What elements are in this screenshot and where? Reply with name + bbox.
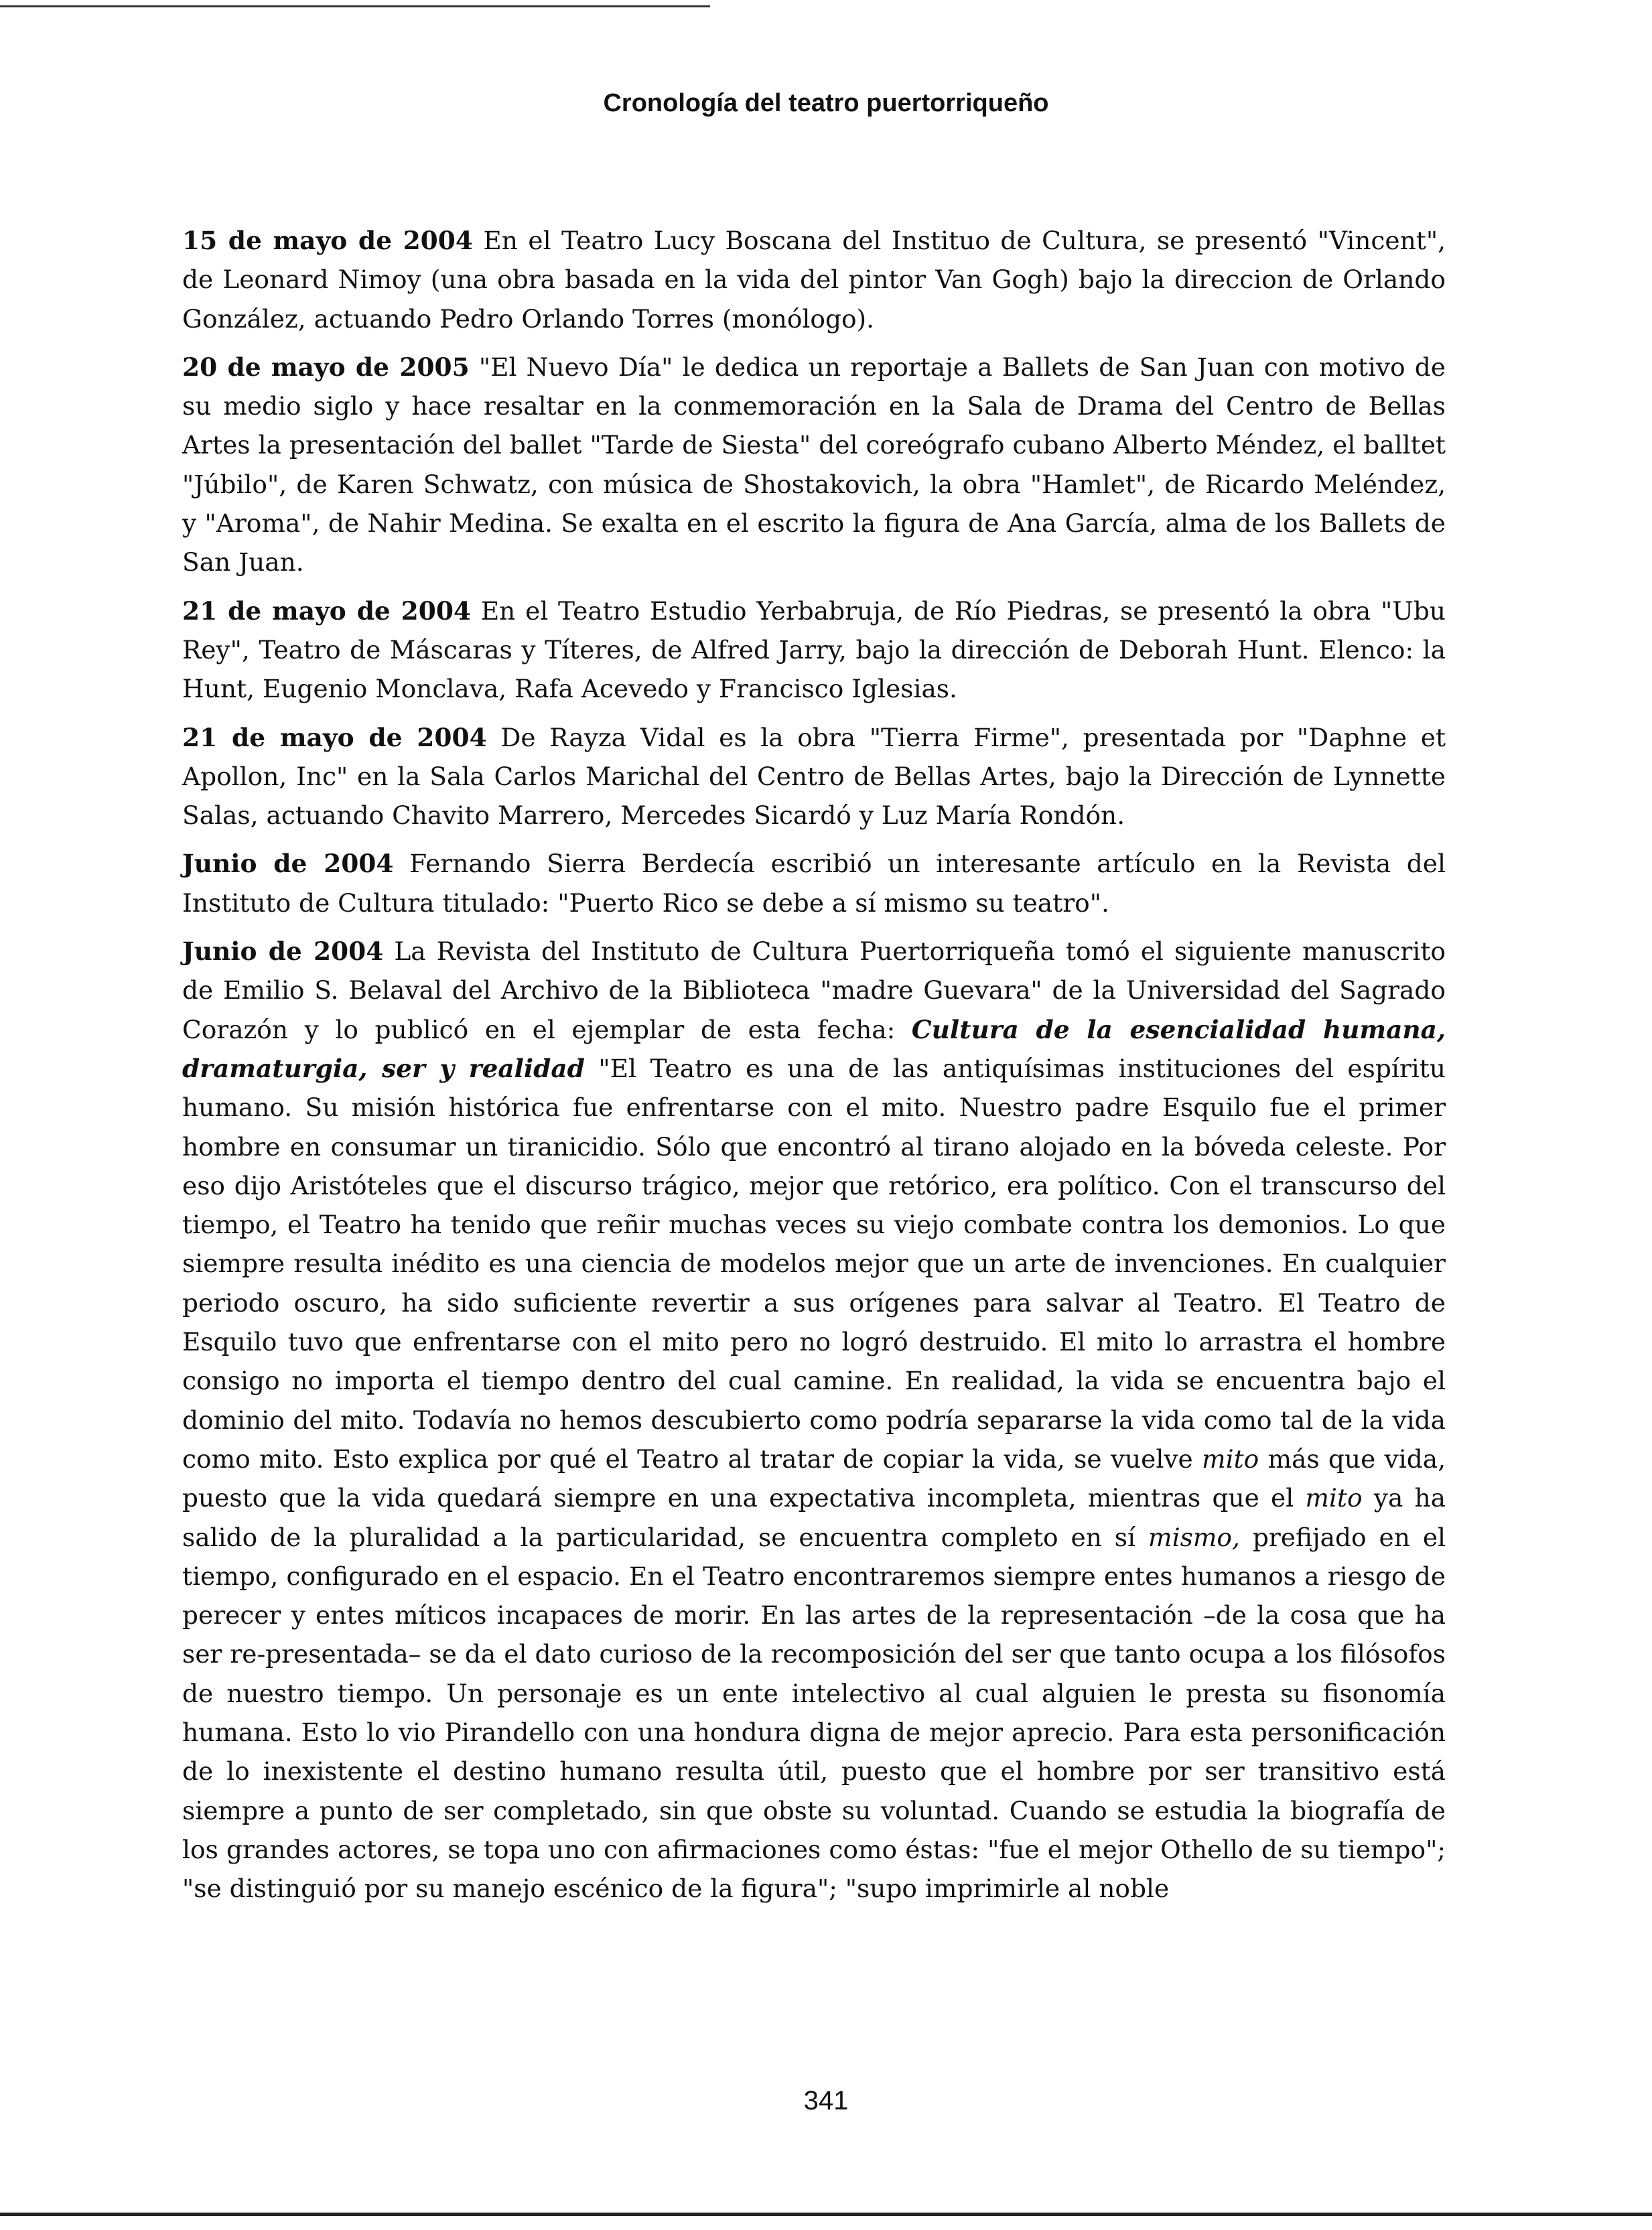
quote-text: "El Teatro es una de las antiquísimas instituciones del espíritu humano. Su misión histórica fue enfrentarse con el mito. Nuestro padre Esquilo fue el primer hombre en consumar un tiranicidio. Sólo que encontró al tirano alojado en la bóveda celeste. Por eso dijo Aristóteles que el discurso trágico, mejor que retórico, era político. Con el transcurso del tiempo, el Teatro ha tenido que reñir muchas veces su viejo combate contra los demonios. Lo que siempre resulta inédito es una ciencia de modelos mejor que un arte de invenciones. En cualquier periodo oscuro, ha sido suficiente revertir a sus orígenes para salvar al Teatro. El Teatro de Esquilo tuvo que enfrentarse con el mito pero no logró destruido. El mito lo arrastra el hombre consigo no importa el tiempo dentro del cual camine. En realidad, la vida se encuentra bajo el dominio del mito. Todavía no hemos descubierto como podría separarse la vida como tal de la vida como mito. Esto explica por qué el Teatro al tratar de copiar la vida, se vuelve: [182, 1053, 1446, 1474]
italic-term: mito: [1305, 1483, 1363, 1513]
quote-text: más que vida, puesto que la vida quedará siempre en una expectativa incompleta, mientras que el: [182, 1444, 1446, 1513]
quote-text: prefijado en el tiempo, configurado en el espacio. En el Teatro encontraremos siempre entes humanos a riesgo de perecer y entes míticos incapaces de morir. En las artes de la representación –de la cosa que ha ser re-presentada– se da el dato curioso de la recomposición del ser que tanto ocupa a los filósofos de nuestro tiempo. Un personaje es un ente intelectivo al cual alguien le presta su fisonomía humana. Esto lo vio Pirandello con una hondura digna de mejor aprecio. Para esta personificación de lo inexistente el destino humano resulta útil, puesto que el hombre por ser transitivo está siempre a punto de ser completado, sin que obste su voluntad. Cuando se estudia la biografía de los grandes actores, se topa uno con afirmaciones como éstas: "fue el mejor Othello de su tiempo"; "se distinguió por su manejo escénico de la figura"; "supo imprimirle al noble: [182, 1522, 1446, 1904]
bottom-rule: [0, 2213, 1652, 2216]
italic-term: mito: [1202, 1444, 1259, 1474]
page-body: [182, 221, 1446, 1917]
entry-text: Fernando Sierra Berdecía escribió un interesante artículo en la Revista del Instituto de Cultura titulado: "Puerto Rico se debe a sí mismo su teatro".: [182, 849, 1446, 918]
entry-intro: La Revista del Instituto de Cultura Puertorriqueña tomó el siguiente manuscrito de Emilio S. Belaval del Archivo de la Biblioteca "madre Guevara" de la Universidad del Sagrado Corazón y lo publicó en el ejemplar de esta fecha:: [182, 936, 1446, 1044]
entry-date: 21 de mayo de 2004: [182, 596, 472, 626]
entry-date: 21 de mayo de 2004: [182, 722, 487, 752]
article-title: Cultura de la esencialidad humana, dramaturgia, ser y realidad: [182, 1014, 1446, 1083]
chronology-entry: [182, 221, 1446, 338]
chronology-entry: [182, 591, 1446, 709]
chronology-entry: [182, 348, 1446, 582]
chronology-entry: [182, 844, 1446, 922]
quote-text: ya ha salido de la pluralidad a la particularidad, se encuentra completo en sí: [182, 1483, 1446, 1552]
entry-date: 15 de mayo de 2004: [182, 226, 473, 255]
chronology-entry-belaval: [182, 932, 1446, 1908]
top-rule: [0, 5, 710, 7]
chronology-entry: [182, 718, 1446, 835]
page-number: 341: [803, 2086, 849, 2115]
entry-date: Junio de 2004: [182, 849, 394, 879]
italic-term: mismo,: [1148, 1522, 1240, 1552]
entry-text: En el Teatro Estudio Yerbabruja, de Río Piedras, se presentó la obra "Ubu Rey", Teatro de Máscaras y Títeres, de Alfred Jarry, bajo la dirección de Deborah Hunt. Elenco: la Hunt, Eugenio Monclava, Rafa Acevedo y Francisco Iglesias.: [182, 596, 1446, 704]
entry-text: "El Nuevo Día" le dedica un reportaje a Ballets de San Juan con motivo de su medio siglo y hace resaltar en la conmemoración en la Sala de Drama del Centro de Bellas Artes la presentación del ballet "Tarde de Siesta" del coreógrafo cubano Alberto Méndez, el balltet "Júbilo", de Karen Schwatz, con música de Shostakovich, la obra "Hamlet", de Ricardo Meléndez, y "Aroma", de Nahir Medina. Se exalta en el escrito la figura de Ana García, alma de los Ballets de San Juan.: [182, 352, 1446, 577]
running-head: Cronología del teatro puertorriqueño: [603, 89, 1049, 117]
entry-text: En el Teatro Lucy Boscana del Instituo de Cultura, se presentó "Vincent", de Leonard Nimoy (una obra basada en la vida del pintor Van Gogh) bajo la direccion de Orlando González, actuando Pedro Orlando Torres (monólogo).: [182, 226, 1446, 334]
entry-date: 20 de mayo de 2005: [182, 352, 470, 382]
entry-text: De Rayza Vidal es la obra "Tierra Firme", presentada por "Daphne et Apollon, Inc" en la Sala Carlos Marichal del Centro de Bellas Artes, bajo la Dirección de Lynnette Salas, actuando Chavito Marrero, Mercedes Sicardó y Luz María Rondón.: [182, 722, 1446, 831]
entry-date: Junio de 2004: [182, 936, 384, 967]
